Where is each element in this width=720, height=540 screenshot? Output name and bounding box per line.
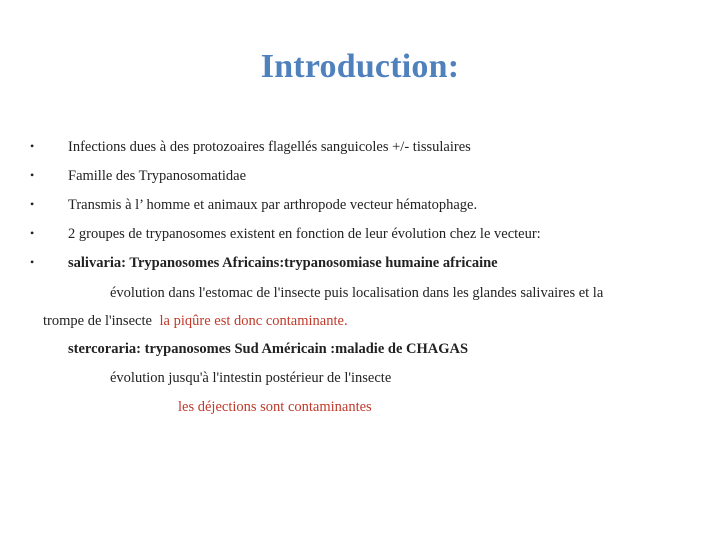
bullet-text: salivaria: Trypanosomes Africains:trypanosomiase humaine africaine <box>68 255 498 271</box>
bullet-glyph: • <box>30 168 35 182</box>
bullet-text: Transmis à l’ homme et animaux par arthropode vecteur hématophage. <box>68 197 478 213</box>
stercoraria-detail: évolution jusqu'à l'intestin postérieur de l'insecte <box>110 370 392 386</box>
slide-title-text: Introduction: <box>260 48 460 85</box>
bullet-glyph: • <box>30 139 35 153</box>
bullet-text: Infections dues à des protozoaires flagellés sanguicoles +/- tissulaires <box>68 139 471 155</box>
bullet-item <box>30 197 477 214</box>
salivaria-detail-text: trompe de l'insecte <box>43 313 152 329</box>
bullet-glyph: • <box>30 255 35 269</box>
bullet-item-salivaria <box>30 255 498 272</box>
bullet-item <box>30 139 471 156</box>
bullet-text: Famille des Trypanosomatidae <box>68 168 247 184</box>
bullet-item <box>30 226 541 243</box>
stercoraria-contaminant-note: les déjections sont contaminantes <box>178 399 372 415</box>
stercoraria-heading: stercoraria: trypanosomes Sud Américain :maladie de CHAGAS <box>68 341 469 357</box>
salivaria-detail-line-1: évolution dans l'estomac de l'insecte puis localisation dans les glandes salivaires et la <box>110 285 604 301</box>
salivaria-contaminant-note: la piqûre est donc contaminante. <box>159 313 348 329</box>
slide-title <box>0 48 720 86</box>
bullet-glyph: • <box>30 226 35 240</box>
bullet-glyph: • <box>30 197 35 211</box>
salivaria-detail-line-2 <box>43 313 348 330</box>
bullet-item <box>30 168 246 185</box>
bullet-text: 2 groupes de trypanosomes existent en fonction de leur évolution chez le vecteur: <box>68 226 541 242</box>
